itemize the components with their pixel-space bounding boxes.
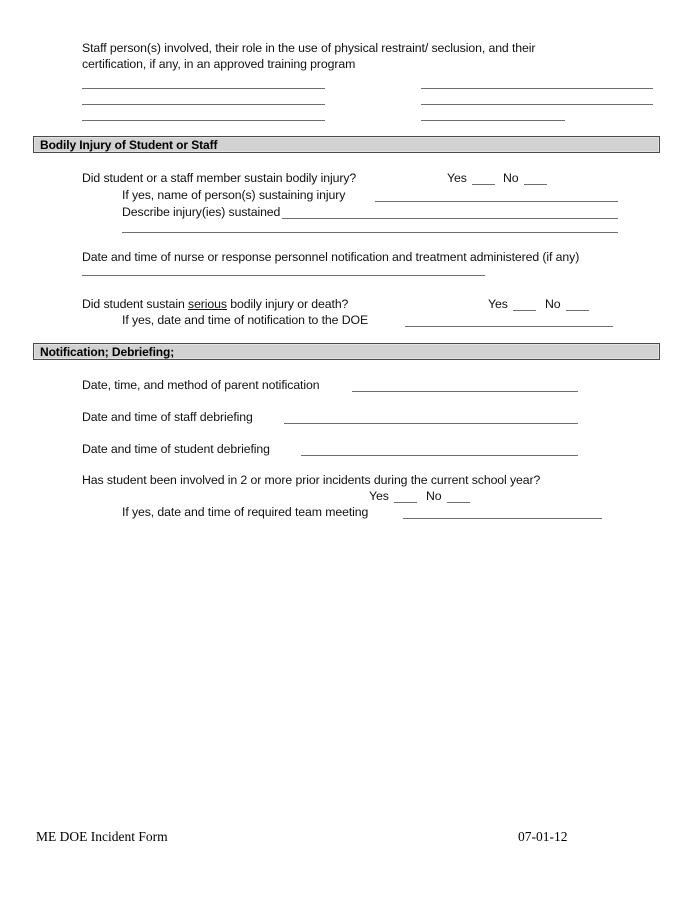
team-meeting-input-line[interactable]	[403, 518, 602, 519]
section-header-bodily-injury	[33, 136, 660, 153]
staff-entry-line-left-2[interactable]	[82, 104, 325, 105]
if-yes-name-input-line[interactable]	[375, 201, 618, 202]
section-header-bodily-injury-label: Bodily Injury of Student or Staff	[40, 138, 218, 152]
bodily-injury-no-label: No	[503, 171, 519, 185]
describe-injury-input-line-2[interactable]	[122, 232, 618, 233]
staff-debriefing-input-line[interactable]	[284, 423, 578, 424]
staff-entry-line-right-1[interactable]	[421, 88, 653, 89]
question-prior-incidents: Has student been involved in 2 or more prior incidents during the current school year?	[82, 473, 541, 487]
label-staff-debriefing: Date and time of staff debriefing	[82, 410, 253, 424]
nurse-notification-input-line[interactable]	[82, 275, 485, 276]
label-student-debriefing: Date and time of student debriefing	[82, 442, 270, 456]
question-serious-injury	[82, 297, 348, 312]
label-if-yes-team-meeting: If yes, date and time of required team meeting	[122, 505, 369, 519]
student-debriefing-input-line[interactable]	[301, 455, 578, 456]
doe-notification-input-line[interactable]	[405, 326, 613, 327]
bodily-injury-yes-label: Yes	[447, 171, 467, 185]
bodily-injury-no-blank[interactable]	[524, 184, 547, 185]
label-if-yes-name-of-person: If yes, name of person(s) sustaining injury	[122, 188, 346, 202]
staff-entry-line-left-3[interactable]	[82, 120, 325, 121]
staff-entry-line-right-3[interactable]	[421, 120, 565, 121]
parent-notification-input-line[interactable]	[352, 391, 578, 392]
serious-injury-no-blank[interactable]	[566, 310, 589, 311]
question-serious-injury-emphasis: serious	[188, 297, 227, 311]
prior-incidents-no-blank[interactable]	[447, 502, 470, 503]
question-serious-injury-suffix: bodily injury or death?	[226, 297, 349, 311]
label-parent-notification: Date, time, and method of parent notification	[82, 378, 320, 392]
label-describe-injury: Describe injury(ies) sustained	[122, 205, 281, 219]
prior-incidents-yes-blank[interactable]	[394, 502, 417, 503]
section-header-notification-debriefing-label: Notification; Debriefing;	[40, 345, 175, 359]
section-header-notification-debriefing	[33, 343, 660, 360]
intro-text-line-2: certification, if any, in an approved training program	[82, 57, 356, 71]
staff-entry-line-right-2[interactable]	[421, 104, 653, 105]
footer-revision-date: 07-01-12	[518, 829, 568, 844]
serious-injury-yes-label: Yes	[488, 297, 508, 311]
label-if-yes-doe-notification: If yes, date and time of notification to the DOE	[122, 313, 369, 327]
intro-text-line-1: Staff person(s) involved, their role in the use of physical restraint/ seclusion, and their	[82, 41, 536, 55]
staff-entry-line-left-1[interactable]	[82, 88, 325, 89]
serious-injury-yes-blank[interactable]	[513, 310, 536, 311]
prior-incidents-yes-label: Yes	[369, 489, 389, 503]
prior-incidents-no-label: No	[426, 489, 442, 503]
footer-form-title: ME DOE Incident Form	[36, 829, 168, 844]
label-nurse-notification: Date and time of nurse or response personnel notification and treatment administered (if any)	[82, 250, 580, 264]
describe-injury-input-line-1[interactable]	[282, 218, 618, 219]
bodily-injury-yes-blank[interactable]	[472, 184, 495, 185]
question-serious-injury-prefix: Did student sustain	[82, 297, 189, 311]
serious-injury-no-label: No	[545, 297, 561, 311]
question-bodily-injury: Did student or a staff member sustain bodily injury?	[82, 171, 357, 185]
